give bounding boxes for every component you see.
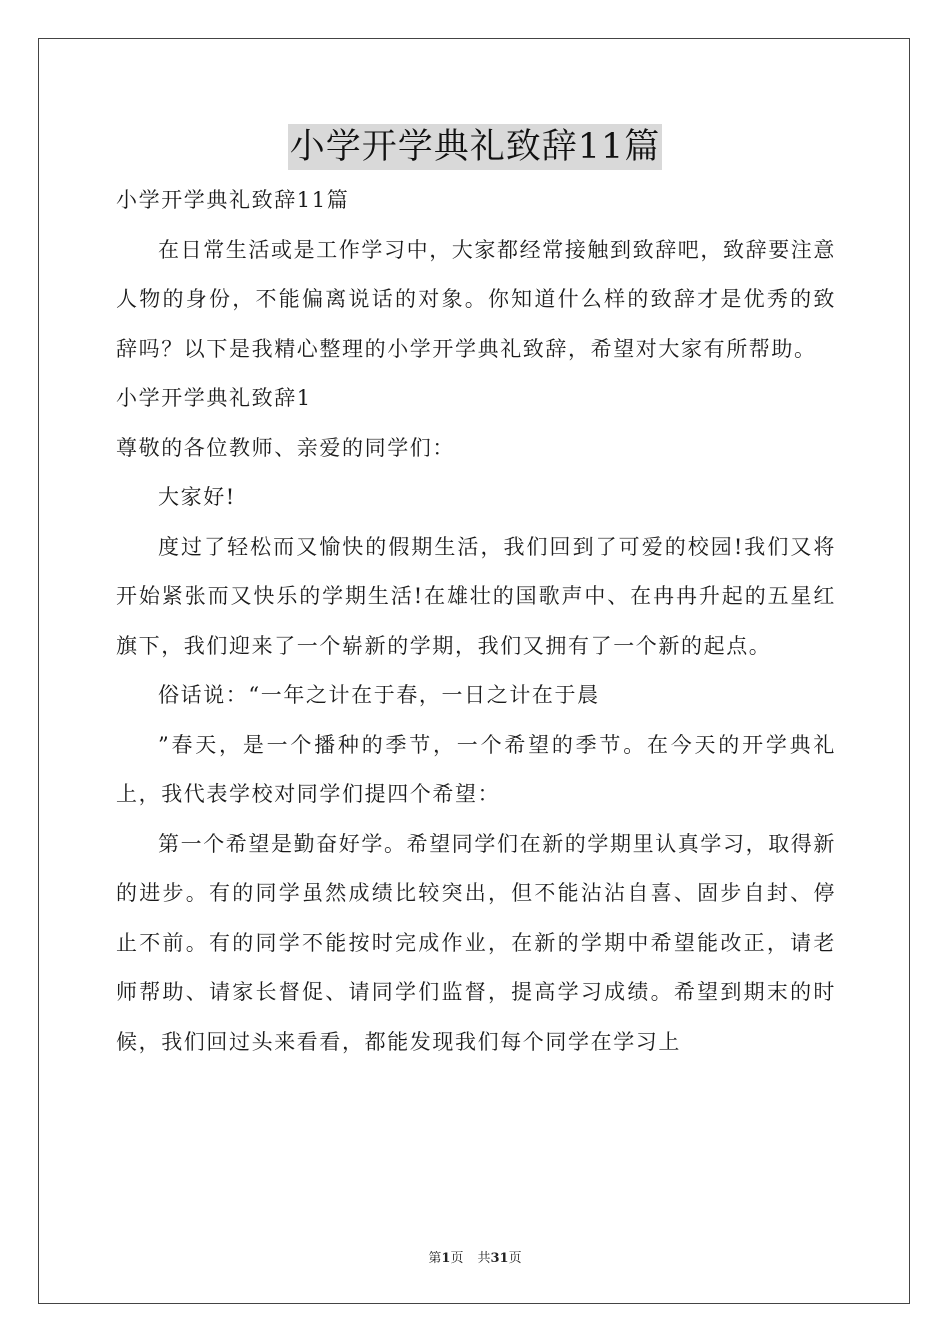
page-total: 31 [490,1251,509,1266]
page-prefix: 第 [428,1251,442,1266]
paragraph: 度过了轻松而又愉快的假期生活，我们回到了可爱的校园!我们又将开始紧张而又快乐的学期生活!在雄壮的国歌声中、在冉冉升起的五星红旗下，我们迎来了一个崭新的学期，我们又拥有了一个新的起点。 [116,534,836,658]
total-prefix: 共 [477,1251,491,1266]
page-footer [0,1247,950,1266]
paragraph: 第一个希望是勤奋好学。希望同学们在新的学期里认真学习，取得新的进步。有的同学虽然成绩比较突出，但不能沾沾自喜、固步自封、停止不前。有的同学不能按时完成作业，在新的学期中希望能改正，请老师帮助、请家长督促、请同学们监督，提高学习成绩。希望到期末的时候，我们回过头来看看，都能发现我们每个同学在学习上 [116,831,836,1054]
document-body [116,176,836,1067]
paragraph: 小学开学典礼致辞11篇 [116,188,350,212]
page-suffix: 页 [450,1251,464,1266]
total-suffix: 页 [508,1251,522,1266]
title-container [0,124,950,170]
page-current: 1 [441,1251,451,1266]
paragraph: 在日常生活或是工作学习中，大家都经常接触到致辞吧，致辞要注意人物的身份，不能偏离说话的对象。你知道什么样的致辞才是优秀的致辞吗？以下是我精心整理的小学开学典礼致辞，希望对大家有所帮助。 [116,237,836,361]
salutation: 尊敬的各位教师、亲爱的同学们： [116,435,455,460]
document-title: 小学开学典礼致辞11篇 [288,124,663,170]
greeting: 大家好! [158,485,236,509]
paragraph: ”春天，是一个播种的季节，一个希望的季节。在今天的开学典礼上，我代表学校对同学们提四个希望： [116,732,836,806]
paragraph: 俗话说：“一年之计在于春，一日之计在于晨 [158,683,600,707]
section-heading: 小学开学典礼致辞1 [116,386,312,410]
